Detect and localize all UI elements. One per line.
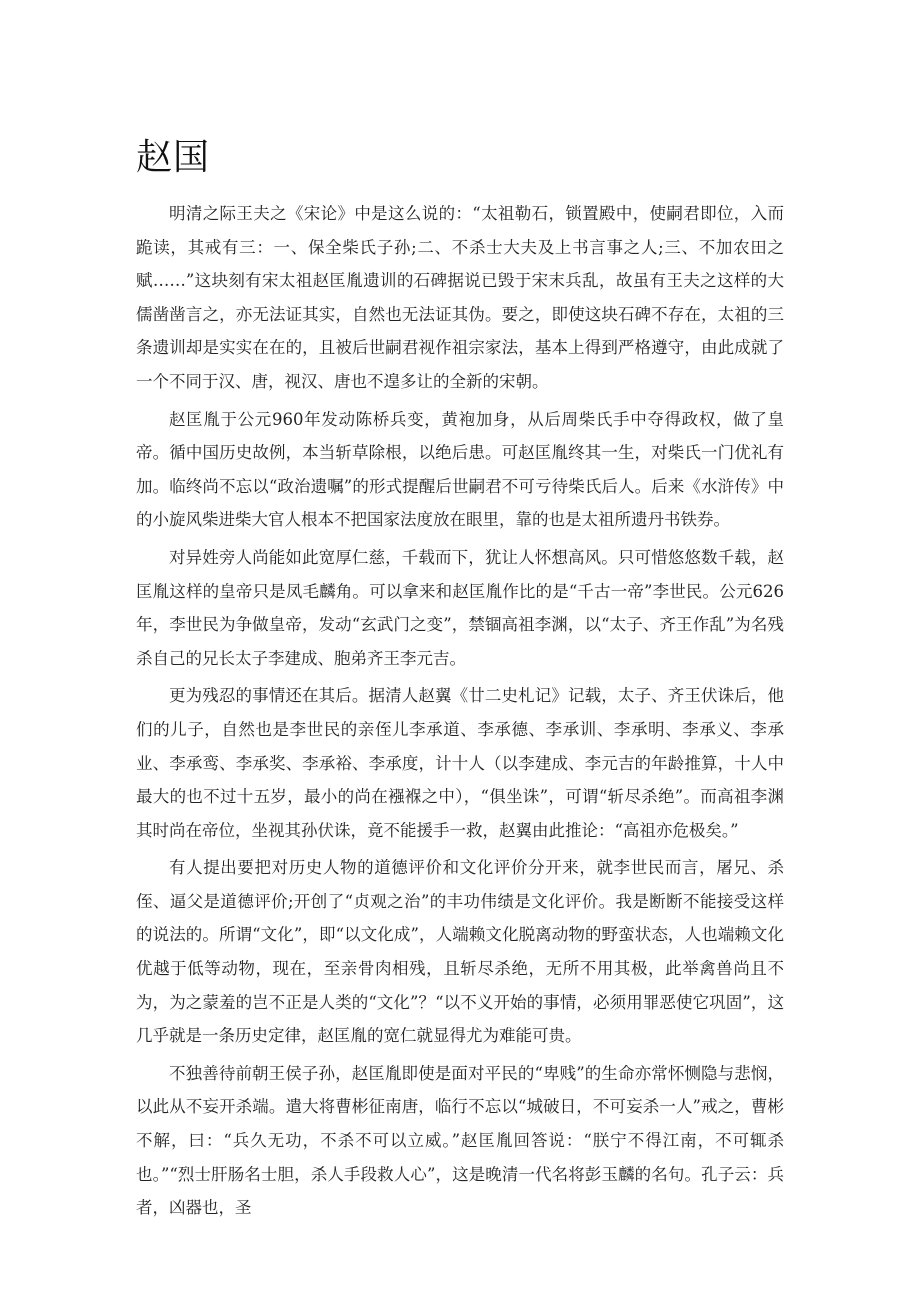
paragraph-4: 更为残忍的事情还在其后。据清人赵翼《廿二史札记》记载，太子、齐王伏诛后，他们的儿子，自然也是李世民的亲侄儿李承道、李承德、李承训、李承明、李承义、李承业、李承鸾、李承奖、李承裕、李承度，计十人（以李建成、李元吉的年龄推算，十人中最大的也不过十五岁，最小的尚在襁褓之中），“俱坐诛”，可谓“斩尽杀绝”。而高祖李渊其时尚在帝位，坐视其孙伏诛，竟不能援手一救，赵翼由此推论：“高祖亦危极矣。” xyxy=(136,686,784,840)
paragraph-5: 有人提出要把对历史人物的道德评价和文化评价分开来，就李世民而言，屠兄、杀侄、逼父是道德评价;开创了“贞观之治”的丰功伟绩是文化评价。我是断断不能接受这样的说法的。所谓“文化”，即“以文化成”，人端赖文化脱离动物的野蛮状态，人也端赖文化优越于低等动物，现在，至亲骨肉相残，且斩尽杀绝，无所不用其极，此举禽兽尚且不为，为之蒙羞的岂不正是人类的“文化”？“以不义开始的事情，必须用罪恶使它巩固”，这几乎就是一条历史定律，赵匡胤的宽仁就显得尤为难能可贵。 xyxy=(136,858,784,1046)
document-title: 赵国 xyxy=(136,137,211,178)
paragraph-2: 赵匡胤于公元960年发动陈桥兵变，黄袍加身，从后周柴氏手中夺得政权，做了皇帝。循中国历史故例，本当斩草除根，以绝后患。可赵匡胤终其一生，对柴氏一门优礼有加。临终尚不忘以“政治遗嘱”的形式提醒后世嗣君不可亏待柴氏后人。后来《水浒传》中的小旋风柴进柴大官人根本不把国家法度放在眼里，靠的也是太祖所遗丹书铁券。 xyxy=(136,409,784,530)
paragraph-1: 明清之际王夫之《宋论》中是这么说的：“太祖勒石，锁置殿中，使嗣君即位，入而跪读，其戒有三：一、保全柴氏子孙;二、不杀士大夫及上书言事之人;三、不加农田之赋……”这块刻有宋太祖赵匡胤遗训的石碑据说已毁于宋末兵乱，故虽有王夫之这样的大儒凿凿言之，亦无法证其实，自然也无法证其伪。要之，即使这块石碑不存在，太祖的三条遗训却是实实在在的，且被后世嗣君视作祖宗家法，基本上得到严格遵守，由此成就了一个不同于汉、唐，视汉、唐也不遑多让的全新的宋朝。 xyxy=(136,204,784,391)
paragraph-6: 不独善待前朝王侯子孙，赵匡胤即使是面对平民的“卑贱”的生命亦常怀恻隐与悲悯，以此从不妄开杀端。遣大将曹彬征南唐，临行不忘以“城破日，不可妄杀一人”戒之，曹彬不解，曰：“兵久无功，不杀不可以立威。”赵匡胤回答说：“朕宁不得江南，不可辄杀也。”“烈士肝肠名士胆，杀人手段救人心”，这是晚清一代名将彭玉麟的名句。孔子云：兵者，凶器也，圣 xyxy=(136,1063,784,1218)
document-body xyxy=(136,197,784,1229)
paragraph-3: 对异姓旁人尚能如此宽厚仁慈，千载而下，犹让人怀想高风。只可惜悠悠数千载，赵匡胤这样的皇帝只是凤毛麟角。可以拿来和赵匡胤作比的是“千古一帝”李世民。公元626年，李世民为争做皇帝，发动“玄武门之变”，禁锢高祖李渊，以“太子、齐王作乱”为名残杀自己的兄长太子李建成、胞弟齐王李元吉。 xyxy=(136,547,784,668)
